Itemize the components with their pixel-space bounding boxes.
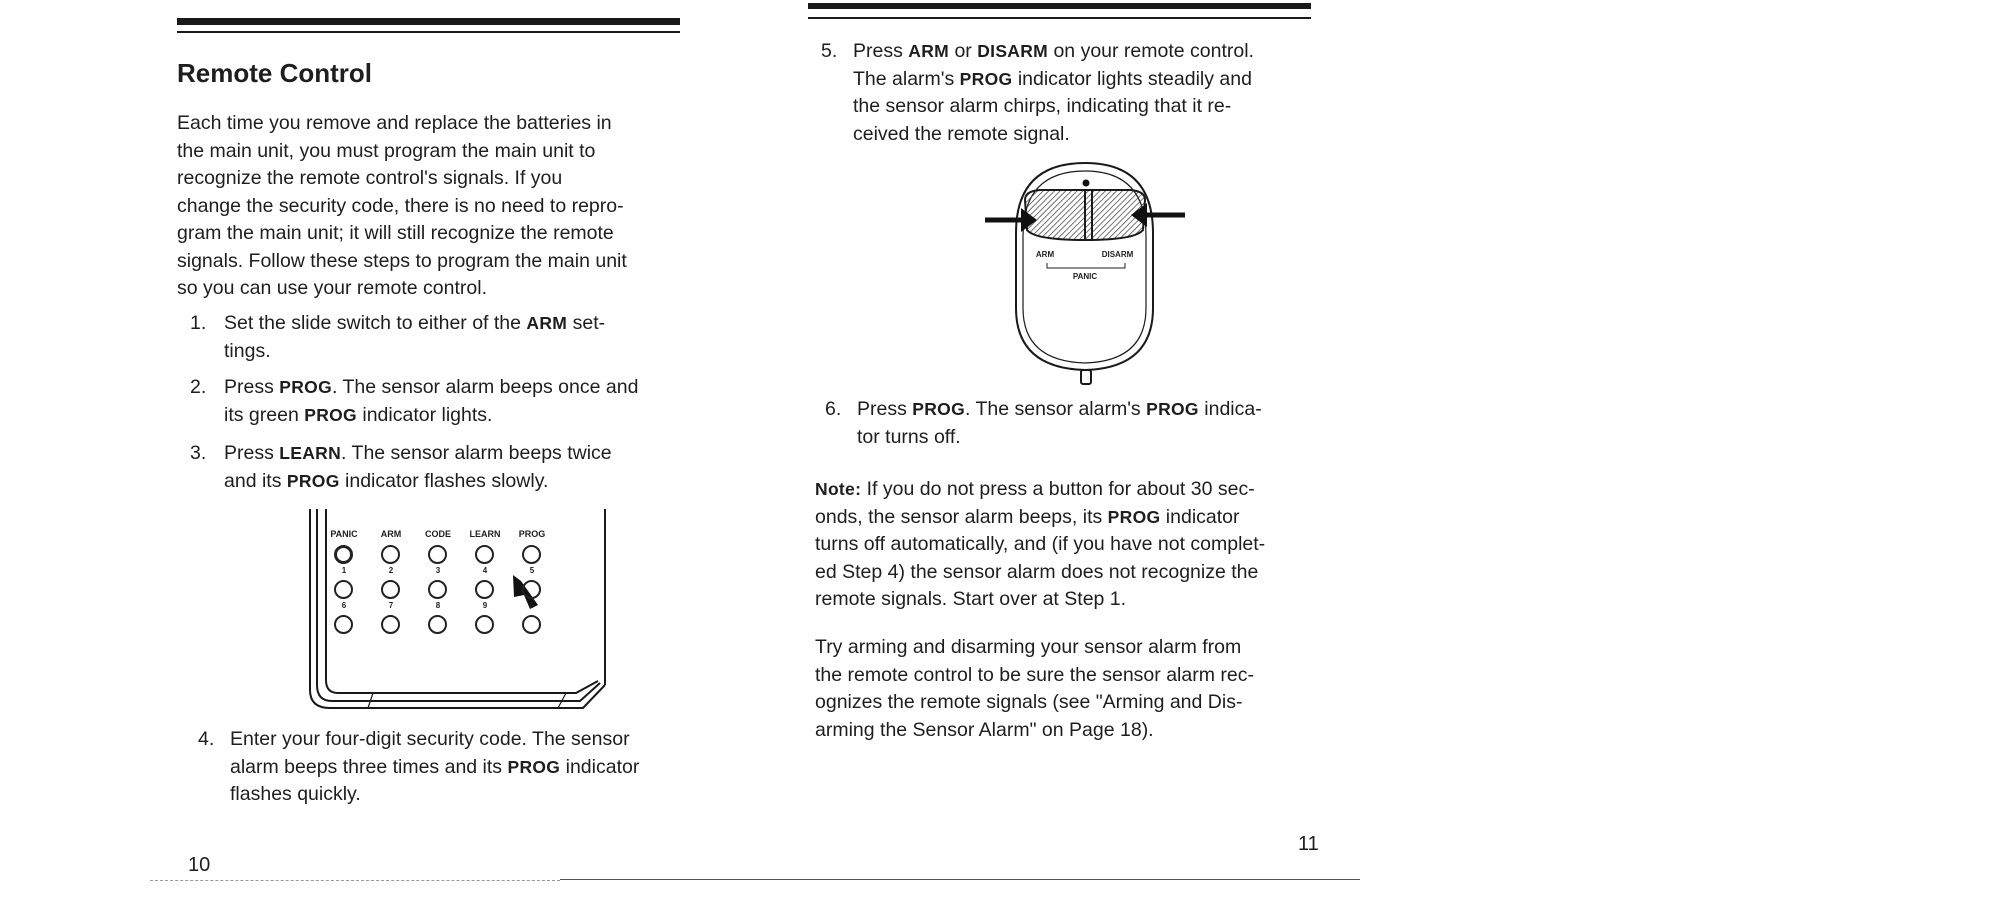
remote-label-panic: PANIC (1072, 272, 1098, 281)
step-line: and its PROG indicator flashes slowly. (224, 469, 549, 492)
step-line: alarm beeps three times and its PROG indicator (230, 755, 640, 778)
keypad-label-learn: LEARN (469, 529, 501, 539)
bottom-rule (560, 879, 1360, 880)
page-number-right: 11 (1298, 833, 1319, 855)
top-rule-right-thick (808, 3, 1311, 9)
step-line: flashes quickly. (230, 783, 361, 805)
keypad-digit: 3 (435, 566, 441, 575)
keypad-digit: 2 (388, 566, 394, 575)
intro-line: so you can use your remote control. (177, 277, 487, 299)
remote-label-disarm: DISARM (1101, 250, 1134, 259)
keypad-digit: 9 (482, 601, 488, 610)
keypad-button (475, 580, 494, 599)
step-line: its green PROG indicator lights. (224, 403, 493, 426)
top-rule-right-thin (808, 17, 1311, 19)
top-rule-left-thin (177, 31, 680, 33)
remote-label-arm: ARM (1035, 250, 1055, 259)
keypad-digit: 0 (529, 601, 535, 610)
page-number-left: 10 (188, 854, 211, 876)
keypad-button (428, 580, 447, 599)
note-line: turns off automatically, and (if you have not complet- (815, 533, 1266, 555)
keypad-button (334, 580, 353, 599)
step-number: 2. (190, 376, 207, 398)
keypad-label-prog: PROG (518, 529, 546, 539)
step-number: 5. (821, 40, 838, 62)
keypad-label-arm: ARM (380, 529, 402, 539)
closing-line: ognizes the remote signals (see "Arming and Dis- (815, 691, 1243, 713)
step-line: The alarm's PROG indicator lights steadily and (853, 67, 1252, 90)
keypad-digit: 7 (388, 601, 394, 610)
step-1 (178, 310, 683, 366)
keypad-digit: 8 (435, 601, 441, 610)
keypad-label-code: CODE (424, 529, 451, 539)
keypad-digit: 5 (529, 566, 535, 575)
step-2 (178, 374, 683, 430)
note-label: Note: (815, 479, 862, 499)
keypad-button-arm (381, 545, 400, 564)
note-line: remote signals. Start over at Step 1. (815, 588, 1127, 610)
step-5 (808, 38, 1313, 150)
step-line: ceived the remote signal. (853, 122, 1070, 145)
top-rule-left-thick (177, 18, 680, 25)
keypad-label-panic: PANIC (330, 529, 358, 539)
step-line: tor turns off. (857, 425, 961, 448)
keypad-button (522, 580, 541, 599)
step-number: 3. (190, 442, 207, 464)
note-line: onds, the sensor alarm beeps, its PROG indicator (815, 505, 1240, 528)
keypad-button-code (428, 545, 447, 564)
step-line: Press ARM or DISARM on your remote control. (853, 40, 1254, 62)
closing-line: the remote control to be sure the sensor alarm rec- (815, 663, 1254, 686)
step-line: the sensor alarm chirps, indicating that it re- (853, 95, 1232, 117)
keypad-button-prog (522, 545, 541, 564)
remote-illustration (985, 158, 1185, 390)
keypad-button (522, 615, 541, 634)
note-line: ed Step 4) the sensor alarm does not recognize the (815, 560, 1259, 583)
step-number: 4. (198, 728, 215, 750)
keypad-button (381, 615, 400, 634)
step-4 (184, 726, 692, 810)
keypad-illustration (308, 505, 613, 715)
keypad-button-panic (334, 545, 353, 564)
section-heading: Remote Control (177, 58, 372, 88)
step-number: 1. (190, 312, 207, 334)
intro-paragraph (177, 110, 682, 303)
keypad-button (475, 615, 494, 634)
closing-line: Try arming and disarming your sensor alarm from (815, 636, 1242, 658)
keypad-digit: 6 (341, 601, 347, 610)
closing-line: arming the Sensor Alarm" on Page 18). (815, 718, 1154, 741)
bottom-rule-dotted (150, 880, 560, 881)
intro-line: gram the main unit; it will still recognize the remote (177, 222, 614, 244)
step-number: 6. (825, 398, 842, 420)
keypad-button-learn (475, 545, 494, 564)
keypad-button (428, 615, 447, 634)
step-line: Press LEARN. The sensor alarm beeps twice (224, 442, 612, 464)
step-6 (812, 396, 1317, 452)
keypad-digit: 4 (482, 566, 488, 575)
intro-line: signals. Follow these steps to program the main unit (177, 249, 627, 272)
intro-line: the main unit, you must program the main unit to (177, 139, 596, 162)
step-line: Enter your four-digit security code. The sensor (230, 728, 630, 750)
step-line: Press PROG. The sensor alarm's PROG indica- (857, 398, 1262, 420)
intro-line: Each time you remove and replace the batteries in (177, 112, 612, 134)
closing-paragraph (815, 634, 1320, 744)
intro-line: change the security code, there is no need to repro- (177, 194, 624, 217)
keypad-button (381, 580, 400, 599)
note-paragraph (815, 476, 1320, 614)
keypad-button (334, 615, 353, 634)
intro-line: recognize the remote control's signals. If you (177, 167, 563, 189)
step-line: Press PROG. The sensor alarm beeps once and (224, 376, 639, 398)
step-line: Set the slide switch to either of the ARM set- (224, 312, 606, 334)
note-line: Note: If you do not press a button for about 30 sec- (815, 478, 1255, 500)
step-3 (178, 440, 683, 496)
keypad-digit: 1 (341, 566, 347, 575)
step-line: tings. (224, 339, 271, 362)
